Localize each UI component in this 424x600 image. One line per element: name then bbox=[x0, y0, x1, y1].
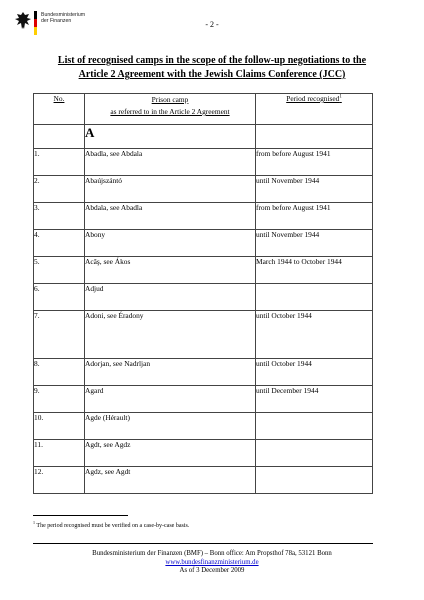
row-number: 6. bbox=[34, 284, 85, 311]
row-number: 1. bbox=[34, 149, 85, 176]
page-number: - 2 - bbox=[205, 20, 219, 29]
row-number: 10. bbox=[34, 413, 85, 440]
table-row bbox=[34, 440, 373, 467]
row-camp: Adorjan, see Nadrljan bbox=[85, 359, 256, 386]
row-number: 11. bbox=[34, 440, 85, 467]
row-camp: Abaújszántó bbox=[85, 176, 256, 203]
table-row bbox=[34, 176, 373, 203]
table-row bbox=[34, 149, 373, 176]
footer-date: As of 3 December 2009 bbox=[179, 567, 245, 575]
row-number: 5. bbox=[34, 257, 85, 284]
website-link[interactable]: www.bundesfinanzministerium.de bbox=[165, 558, 259, 566]
row-camp: Agdt, see Agdz bbox=[85, 440, 256, 467]
table-row bbox=[34, 257, 373, 284]
row-number: 3. bbox=[34, 203, 85, 230]
table-row bbox=[34, 359, 373, 386]
section-row bbox=[34, 125, 373, 149]
row-period: from before August 1941 bbox=[256, 203, 373, 230]
row-number: 9. bbox=[34, 386, 85, 413]
camps-table bbox=[33, 93, 373, 494]
footnote: $^1$ The period recognised must be verified on a case-by-case basis. bbox=[33, 520, 190, 529]
row-period bbox=[256, 284, 373, 311]
row-number: 7. bbox=[34, 311, 85, 359]
row-number: 8. bbox=[34, 359, 85, 386]
header-no: No. bbox=[34, 94, 85, 125]
section-letter: A bbox=[85, 125, 256, 149]
row-camp: Abony bbox=[85, 230, 256, 257]
table-row bbox=[34, 284, 373, 311]
footnote-mark: 1 bbox=[339, 94, 342, 100]
table-row bbox=[34, 230, 373, 257]
row-camp: Agdz, see Agdt bbox=[85, 467, 256, 494]
table-row bbox=[34, 203, 373, 230]
row-period: from before August 1941 bbox=[256, 149, 373, 176]
row-period: until December 1944 bbox=[256, 386, 373, 413]
row-camp: Agde (Hérault) bbox=[85, 413, 256, 440]
title-line-2: Article 2 Agreement with the Jewish Claims Conference (JCC) bbox=[78, 69, 346, 80]
table-row bbox=[34, 467, 373, 494]
row-period: until November 1944 bbox=[256, 230, 373, 257]
header-period: Period recognised$^1$ bbox=[256, 94, 373, 125]
document-title bbox=[40, 54, 384, 82]
table-row bbox=[34, 311, 373, 359]
row-camp: Adoni, see Éradony bbox=[85, 311, 256, 359]
row-camp: Abdala, see Abadla bbox=[85, 203, 256, 230]
row-camp: Acâş, see Ákos bbox=[85, 257, 256, 284]
footer-address: Bundesministerium der Finanzen (BMF) – Bonn office: Am Propsthof 78a, 53121 Bonn bbox=[92, 550, 332, 557]
row-period: March 1944 to October 1944 bbox=[256, 257, 373, 284]
table-row bbox=[34, 413, 373, 440]
row-number: 12. bbox=[34, 467, 85, 494]
row-period: until October 1944 bbox=[256, 359, 373, 386]
logo-text: Bundesministerium der Finanzen bbox=[41, 12, 86, 25]
table-row bbox=[34, 386, 373, 413]
row-camp: Abadla, see Abdala bbox=[85, 149, 256, 176]
row-period bbox=[256, 413, 373, 440]
header-camp: Prison camp as referred to in the Article 2 Agreement bbox=[85, 94, 256, 125]
footer-separator bbox=[33, 543, 373, 544]
title-line-1: List of recognised camps in the scope of the follow-up negotiations to the bbox=[57, 55, 367, 66]
row-number: 4. bbox=[34, 230, 85, 257]
row-camp: Adjud bbox=[85, 284, 256, 311]
row-period: until October 1944 bbox=[256, 311, 373, 359]
table-header-row bbox=[34, 94, 373, 125]
row-period bbox=[256, 440, 373, 467]
page-footer bbox=[0, 550, 424, 576]
row-number: 2. bbox=[34, 176, 85, 203]
row-period bbox=[256, 467, 373, 494]
row-camp: Agard bbox=[85, 386, 256, 413]
footnote-separator bbox=[33, 515, 128, 516]
row-period: until November 1944 bbox=[256, 176, 373, 203]
